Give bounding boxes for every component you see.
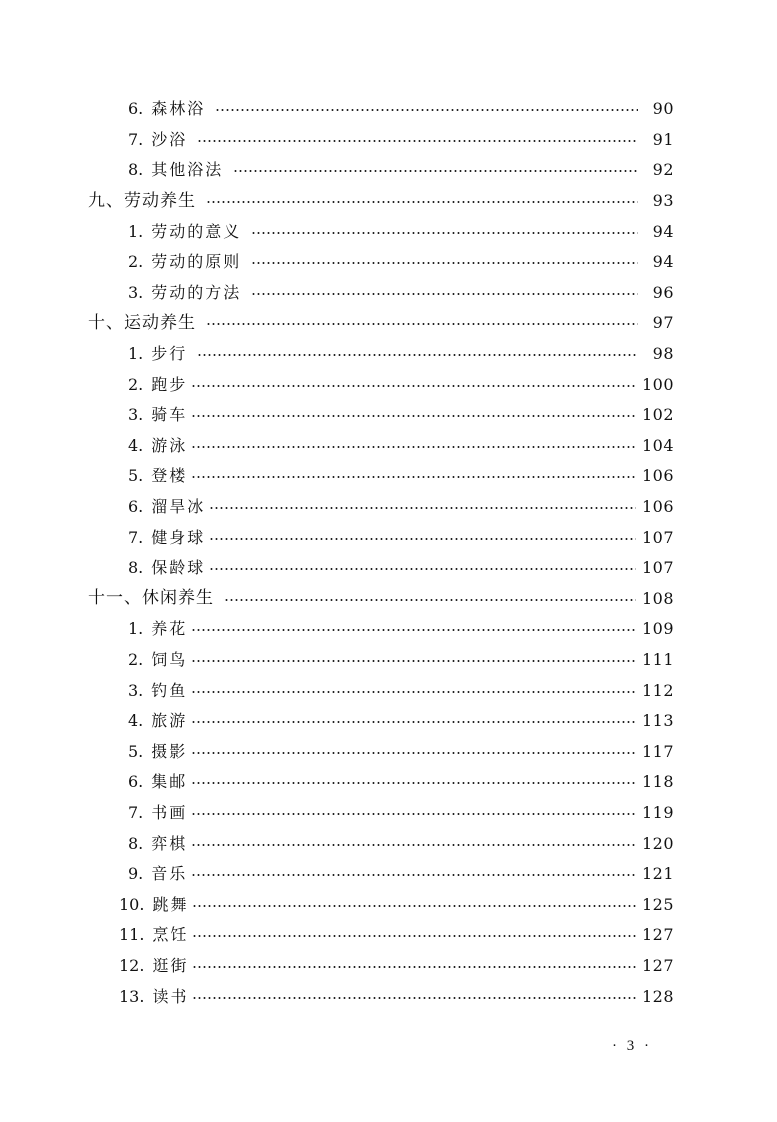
toc-page-number: 127 xyxy=(641,955,674,975)
dot-leader xyxy=(191,691,636,693)
toc-entry-number: 8. xyxy=(128,558,144,578)
dot-leader xyxy=(206,201,638,203)
dot-leader xyxy=(191,844,636,846)
toc-page-number: 100 xyxy=(641,374,674,394)
dot-leader xyxy=(224,599,636,601)
toc-entry-title: 劳动的方法 xyxy=(151,282,242,302)
toc-entry-number: 6. xyxy=(128,99,144,119)
dot-leader xyxy=(192,905,635,907)
toc-item-row xyxy=(0,798,777,829)
toc-item-row xyxy=(0,461,777,492)
toc-entry-title: 保龄球 xyxy=(151,558,206,578)
toc-item-row xyxy=(0,645,777,676)
toc-page-number: 107 xyxy=(641,527,674,547)
dot-leader xyxy=(191,476,636,478)
dot-leader xyxy=(191,813,636,815)
toc-section-title: 十一、休闲养生 xyxy=(88,588,214,609)
toc-page-number: 112 xyxy=(641,680,674,700)
toc-entry-title: 烹饪 xyxy=(152,925,189,945)
toc-entry-title: 溜旱冰 xyxy=(151,497,206,517)
toc-entry-number: 13. xyxy=(119,986,145,1006)
dot-leader xyxy=(197,140,638,142)
dot-leader xyxy=(191,721,636,723)
toc-item-row xyxy=(0,522,777,553)
toc-page-number: 120 xyxy=(641,833,674,853)
dot-leader xyxy=(191,629,636,631)
dot-leader xyxy=(209,568,636,570)
toc-item-row xyxy=(0,553,777,584)
toc-entry-number: 11. xyxy=(119,925,145,945)
dot-leader xyxy=(191,660,636,662)
toc-page-number: 98 xyxy=(652,344,674,364)
dot-leader xyxy=(191,752,636,754)
toc-item-row xyxy=(0,889,777,920)
toc-item-row xyxy=(0,675,777,706)
toc-page-number: 106 xyxy=(641,497,674,517)
toc-item-row xyxy=(0,216,777,247)
toc-entry-title: 音乐 xyxy=(151,864,188,884)
toc-page-number: 125 xyxy=(641,894,674,914)
toc-entry-number: 9. xyxy=(128,864,144,884)
toc-page-number: 118 xyxy=(641,772,674,792)
toc-entry-title: 饲鸟 xyxy=(151,649,188,669)
toc-entry-title: 旅游 xyxy=(151,711,188,731)
toc-page-number: 94 xyxy=(652,221,674,241)
table-of-contents xyxy=(0,94,777,1012)
dot-leader xyxy=(192,935,635,937)
toc-item-row xyxy=(0,767,777,798)
toc-entry-title: 逛街 xyxy=(152,955,189,975)
toc-entry-number: 5. xyxy=(128,741,144,761)
toc-item-row xyxy=(0,920,777,951)
toc-item-row xyxy=(0,614,777,645)
dot-leader xyxy=(197,354,638,356)
toc-entry-title: 摄影 xyxy=(151,741,188,761)
dot-leader xyxy=(251,262,638,264)
toc-item-row xyxy=(0,859,777,890)
toc-entry-number: 1. xyxy=(128,619,144,639)
toc-item-row xyxy=(0,400,777,431)
toc-page-number: 117 xyxy=(641,741,674,761)
page-number: · 3 · xyxy=(612,1038,652,1054)
toc-entry-number: 12. xyxy=(119,955,145,975)
toc-entry-title: 骑车 xyxy=(151,405,188,425)
toc-page-number: 113 xyxy=(641,711,674,731)
toc-entry-title: 跑步 xyxy=(151,374,188,394)
toc-page-number: 102 xyxy=(641,405,674,425)
toc-entry-number: 6. xyxy=(128,772,144,792)
toc-page-number: 93 xyxy=(652,191,674,211)
toc-section-row xyxy=(0,186,777,217)
dot-leader xyxy=(209,507,636,509)
toc-entry-title: 集邮 xyxy=(151,772,188,792)
toc-entry-number: 1. xyxy=(128,344,144,364)
toc-item-row xyxy=(0,94,777,125)
toc-page-number: 106 xyxy=(641,466,674,486)
toc-entry-title: 登楼 xyxy=(151,466,188,486)
toc-page-number: 91 xyxy=(652,129,674,149)
toc-entry-number: 7. xyxy=(128,129,144,149)
toc-page-number: 127 xyxy=(641,925,674,945)
toc-entry-number: 1. xyxy=(128,221,144,241)
toc-entry-title: 步行 xyxy=(151,344,188,364)
toc-page-number: 119 xyxy=(641,802,674,822)
toc-section-title: 十、运动养生 xyxy=(88,312,196,333)
toc-page-number: 128 xyxy=(641,986,674,1006)
toc-page-number: 107 xyxy=(641,558,674,578)
dot-leader xyxy=(206,323,638,325)
dot-leader xyxy=(209,538,636,540)
toc-section-title: 九、劳动养生 xyxy=(88,190,196,211)
toc-entry-title: 弈棋 xyxy=(151,833,188,853)
toc-entry-number: 4. xyxy=(128,435,144,455)
toc-item-row xyxy=(0,339,777,370)
toc-page-number: 111 xyxy=(641,649,674,669)
toc-item-row xyxy=(0,981,777,1012)
toc-page-number: 97 xyxy=(652,313,674,333)
toc-page-number: 109 xyxy=(641,619,674,639)
toc-item-row xyxy=(0,369,777,400)
dot-leader xyxy=(251,232,638,234)
toc-entry-title: 劳动的原则 xyxy=(151,252,242,272)
dot-leader xyxy=(191,446,636,448)
toc-entry-number: 8. xyxy=(128,833,144,853)
toc-entry-title: 养花 xyxy=(151,619,188,639)
toc-entry-number: 2. xyxy=(128,649,144,669)
toc-page-number: 90 xyxy=(652,99,674,119)
toc-entry-number: 3. xyxy=(128,405,144,425)
toc-entry-number: 2. xyxy=(128,374,144,394)
toc-item-row xyxy=(0,155,777,186)
toc-page-number: 96 xyxy=(652,282,674,302)
toc-section-row xyxy=(0,308,777,339)
toc-entry-title: 其他浴法 xyxy=(151,160,224,180)
dot-leader xyxy=(192,997,635,999)
toc-page-number: 104 xyxy=(641,435,674,455)
toc-entry-number: 3. xyxy=(128,680,144,700)
toc-page-number: 108 xyxy=(641,588,674,608)
dot-leader xyxy=(251,293,638,295)
toc-entry-title: 劳动的意义 xyxy=(151,221,242,241)
toc-item-row xyxy=(0,278,777,309)
toc-item-row xyxy=(0,706,777,737)
toc-item-row xyxy=(0,431,777,462)
toc-item-row xyxy=(0,828,777,859)
toc-entry-title: 游泳 xyxy=(151,435,188,455)
dot-leader xyxy=(191,782,636,784)
dot-leader xyxy=(191,415,636,417)
toc-entry-number: 7. xyxy=(128,802,144,822)
toc-entry-number: 7. xyxy=(128,527,144,547)
toc-item-row xyxy=(0,125,777,156)
toc-page-number: 121 xyxy=(641,864,674,884)
toc-page-number: 94 xyxy=(652,252,674,272)
toc-entry-title: 沙浴 xyxy=(151,129,188,149)
dot-leader xyxy=(191,385,636,387)
dot-leader xyxy=(215,109,638,111)
toc-item-row xyxy=(0,492,777,523)
toc-page-number: 92 xyxy=(652,160,674,180)
toc-entry-title: 跳舞 xyxy=(152,894,189,914)
toc-entry-title: 钓鱼 xyxy=(151,680,188,700)
toc-entry-number: 3. xyxy=(128,282,144,302)
dot-leader xyxy=(191,874,636,876)
toc-entry-number: 8. xyxy=(128,160,144,180)
toc-entry-title: 书画 xyxy=(151,802,188,822)
toc-entry-title: 森林浴 xyxy=(151,99,206,119)
toc-section-row xyxy=(0,584,777,615)
dot-leader xyxy=(233,170,638,172)
toc-entry-number: 4. xyxy=(128,711,144,731)
toc-item-row xyxy=(0,736,777,767)
toc-entry-title: 健身球 xyxy=(151,527,206,547)
toc-entry-number: 5. xyxy=(128,466,144,486)
toc-entry-number: 6. xyxy=(128,497,144,517)
toc-entry-number: 10. xyxy=(119,894,145,914)
dot-leader xyxy=(192,966,635,968)
toc-entry-number: 2. xyxy=(128,252,144,272)
toc-item-row xyxy=(0,951,777,982)
toc-item-row xyxy=(0,247,777,278)
toc-entry-title: 读书 xyxy=(152,986,189,1006)
